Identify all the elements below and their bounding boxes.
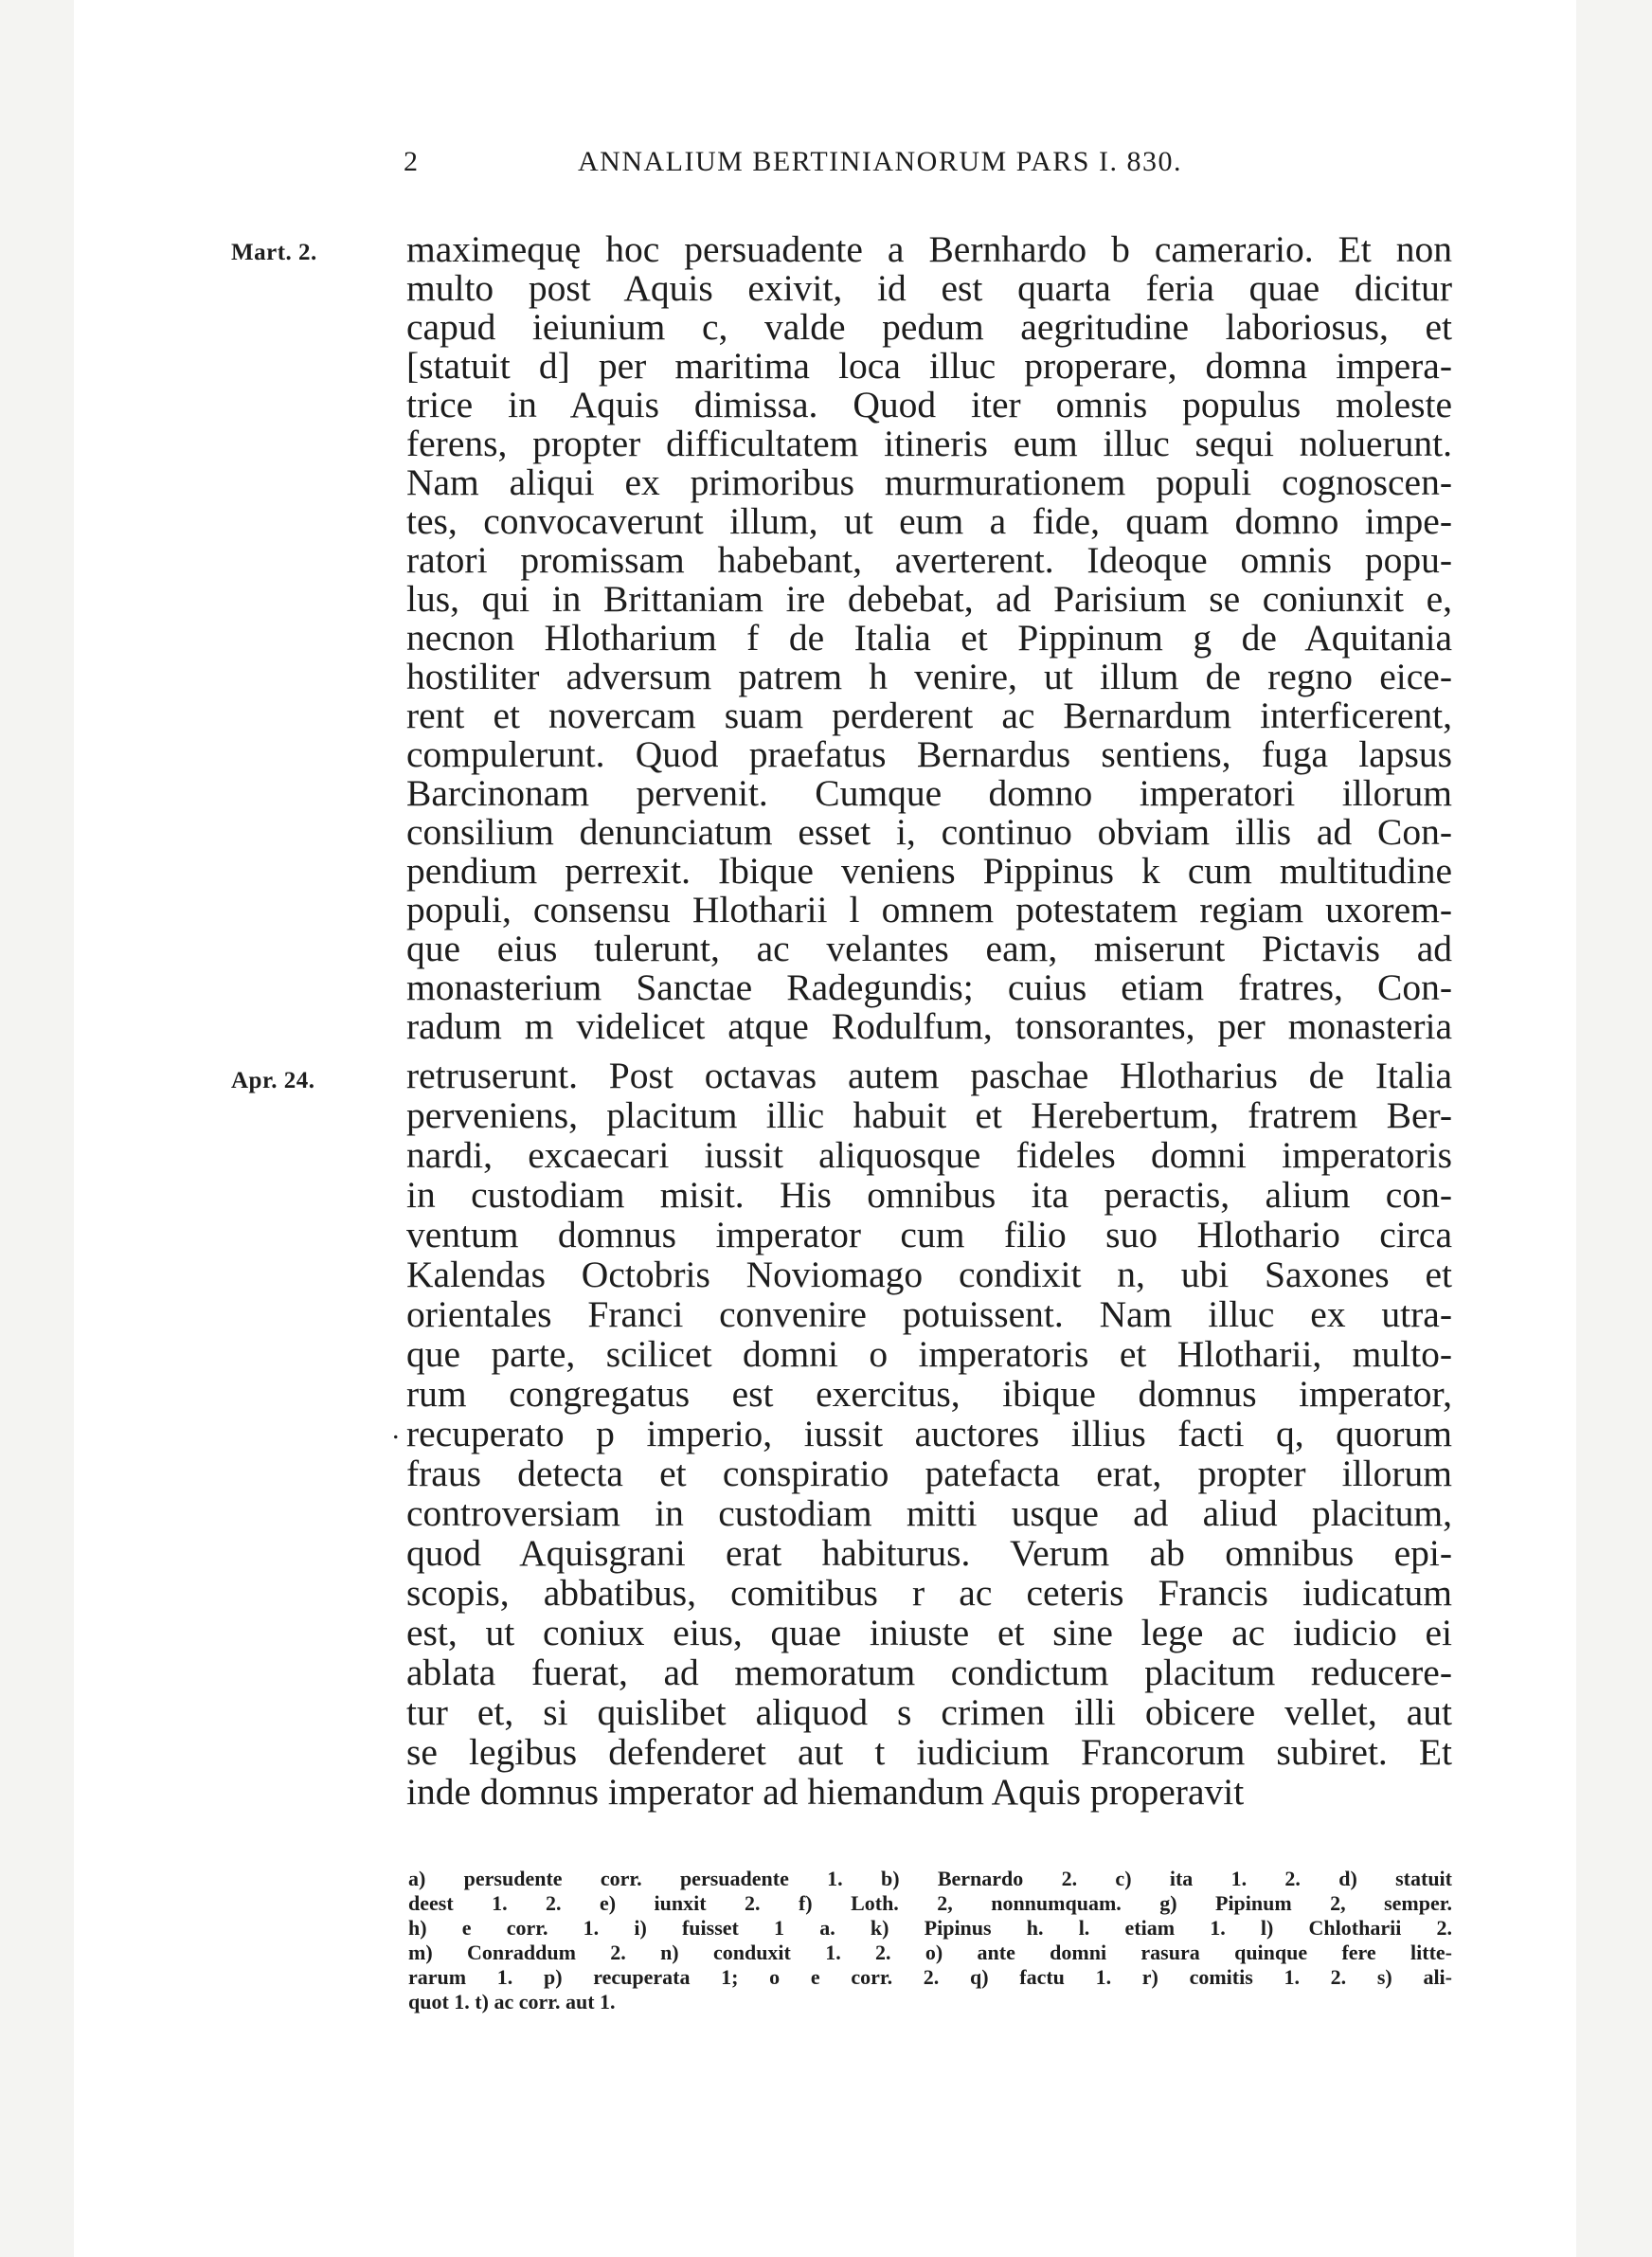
text-line: tes, convocaverunt illum, ut eum a fide, quam domno impe- — [406, 500, 1452, 542]
text-line: orientales Franci convenire potuissent. Nam illuc ex utra- — [406, 1293, 1452, 1335]
text-line: radum m videlicet atque Rodulfum, tonsorantes, per monasteria — [406, 1005, 1452, 1047]
text-line: monasterium Sanctae Radegundis; cuius etiam fratres, Con- — [406, 966, 1452, 1008]
text-line: ratori promissam habebant, averterent. Ideoque omnis popu- — [406, 539, 1452, 581]
footnote-line: rarum 1. p) recuperata 1; o e corr. 2. q) factu 1. r) comitis 1. 2. s) ali- — [408, 1965, 1452, 1989]
text-line: ablata fuerat, ad memoratum condictum placitum reducere- — [406, 1652, 1452, 1693]
text-line: ventum domnus imperator cum filio suo Hlothario circa — [406, 1214, 1452, 1255]
footnote-line: h) e corr. 1. i) fuisset 1 a. k) Pipinus h. l. etiam 1. l) Chlotharii 2. — [408, 1916, 1452, 1940]
footnote-line: m) Conraddum 2. n) conduxit 1. 2. o) ante domni rasura quinque fere litte- — [408, 1941, 1452, 1964]
text-line: populi, consensu Hlotharii l omnem potestatem regiam uxorem- — [406, 889, 1452, 930]
text-line: lus, qui in Brittaniam ire debebat, ad Parisium se coniunxit e, — [406, 578, 1452, 620]
text-line: in custodiam misit. His omnibus ita peractis, alium con- — [406, 1174, 1452, 1216]
footnote-line: quot 1. t) ac corr. aut 1. — [408, 1990, 616, 2013]
text-line: compulerunt. Quod praefatus Bernardus sentiens, fuga lapsus — [406, 733, 1452, 775]
text-line: que parte, scilicet domni o imperatoris et Hlotharii, multo- — [406, 1333, 1452, 1375]
text-line: perveniens, placitum illic habuit et Herebertum, fratrem Ber- — [406, 1094, 1452, 1136]
text-line: tur et, si quislibet aliquod s crimen illi obicere vellet, aut — [406, 1691, 1452, 1733]
text-line: capud ieiunium c, valde pedum aegritudine laboriosus, et — [406, 306, 1452, 348]
text-line: rum congregatus est exercitus, ibique domnus imperator, — [406, 1373, 1452, 1415]
page-number: 2 — [404, 146, 420, 177]
text-line: rent et novercam suam perderent ac Bernardum interficerent, — [406, 695, 1452, 736]
footnote-line: deest 1. 2. e) iunxit 2. f) Loth. 2, nonnumquam. g) Pipinum 2, semper. — [408, 1891, 1452, 1915]
text-line: Kalendas Octobris Noviomago condixit n, ubi Saxones et — [406, 1254, 1452, 1295]
text-line: [statuit d] per maritima loca illuc properare, domna impera- — [406, 345, 1452, 387]
text-line: pendium perrexit. Ibique veniens Pippinus k cum multitudine — [406, 850, 1452, 892]
text-line: fraus detecta et conspiratio patefacta erat, propter illorum — [406, 1453, 1452, 1494]
text-line: se legibus defenderet aut t iudicium Francorum subiret. Et — [406, 1731, 1452, 1773]
text-line: nardi, excaecari iussit aliquosque fideles domni imperatoris — [406, 1134, 1452, 1176]
text-line: inde domnus imperator ad hiemandum Aquis properavit — [406, 1771, 1245, 1813]
text-line: est, ut coniux eius, quae iniuste et sine lege ac iudicio ei — [406, 1612, 1452, 1653]
book-page — [74, 0, 1576, 2257]
page-header — [74, 146, 1576, 184]
margin-date-apr: Apr. 24. — [231, 1068, 315, 1093]
text-line: retruserunt. Post octavas autem paschae Hlotharius de Italia — [406, 1055, 1452, 1096]
margin-date-mart: Mart. 2. — [231, 240, 317, 265]
footnote-line: a) persudente corr. persuadente 1. b) Bernardo 2. c) ita 1. 2. d) statuit — [408, 1867, 1452, 1890]
text-line: que eius tulerunt, ac velantes eam, miserunt Pictavis ad — [406, 928, 1452, 969]
text-line: recuperato p imperio, iussit auctores illius facti q, quorum — [406, 1413, 1452, 1454]
text-line: ferens, propter difficultatem itineris eum illuc sequi noluerunt. — [406, 423, 1452, 464]
text-line: scopis, abbatibus, comitibus r ac ceteris Francis iudicatum — [406, 1572, 1452, 1614]
margin-mark: . — [392, 1414, 400, 1445]
text-line: maximequę hoc persuadente a Bernhardo b camerario. Et non — [406, 228, 1452, 270]
text-line: necnon Hlotharium f de Italia et Pippinum g de Aquitania — [406, 617, 1452, 659]
text-line: Nam aliqui ex primoribus murmurationem populi cognoscen- — [406, 461, 1452, 503]
text-line: multo post Aquis exivit, id est quarta feria quae dicitur — [406, 267, 1452, 309]
running-title: ANNALIUM BERTINIANORUM PARS I. 830. — [578, 146, 1182, 177]
text-line: controversiam in custodiam mitti usque ad aliud placitum, — [406, 1492, 1452, 1534]
text-line: hostiliter adversum patrem h venire, ut illum de regno eice- — [406, 656, 1452, 697]
text-line: consilium denunciatum esset i, continuo obviam illis ad Con- — [406, 811, 1452, 853]
text-line: Barcinonam pervenit. Cumque domno imperatori illorum — [406, 772, 1452, 814]
text-line: trice in Aquis dimissa. Quod iter omnis populus moleste — [406, 384, 1452, 425]
text-line: quod Aquisgrani erat habiturus. Verum ab omnibus epi- — [406, 1532, 1452, 1574]
